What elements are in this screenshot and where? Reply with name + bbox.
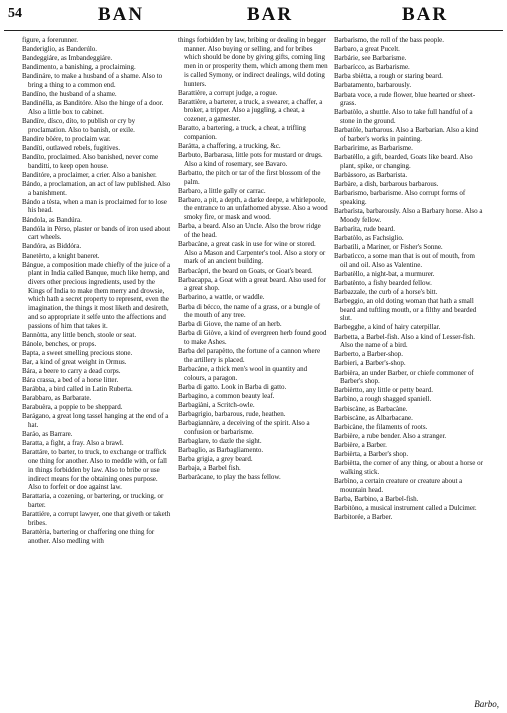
dictionary-entry: things forbidden by law, bribing or dealing in begger manner. Also buying or selling, and for bribes which should be done by giving gifts, coming ling men in or prosperity them, which among them men is called Symony, or indirect dealings, wild doting hunters.	[178, 36, 328, 88]
dictionary-entry: Bandíno, the husband of a shame.	[22, 90, 117, 99]
dictionary-entry: Barbatènto, a fishy bearded fellow.	[334, 278, 432, 287]
dictionary-entry: Barbeggio, an old doting woman that hath a small beard and tuftling mouth, or a filthy and bearded slut.	[334, 296, 477, 323]
dictionary-entry: Barbagino, a common beauty leaf.	[178, 391, 275, 400]
dictionary-entry: Banetèrto, a knight baneret.	[22, 251, 100, 260]
dictionary-entry: Bandíto, proclaimed. Also banished, never come banditti, to keep open house.	[22, 153, 159, 170]
dictionary-entry: Barbìno, a certain creature or creature about a mountain head.	[334, 476, 463, 494]
dictionary-entry: Barbatèllo, a night-bat, a murmurer.	[334, 269, 435, 278]
catchword: Barbo,	[474, 699, 499, 709]
dictionary-entry: Barbièra, an under Barber, or chiefe commoner of Barber's shop.	[334, 368, 474, 386]
dictionary-entry: Bandire böére, to proclaim war.	[22, 134, 111, 143]
dictionary-entry: Barbatèllo, a gift, bearded, Goats like beard. Also plant, spike, or changing.	[334, 153, 473, 170]
dictionary-entry: Barbarìta, rude beard.	[334, 224, 396, 233]
dictionary-entry: Baratta, a fight, a fray. Also a brawl.	[22, 439, 124, 448]
dictionary-entry: Barbarismo, barbarisme. Also corrupt forms of speaking.	[334, 189, 466, 206]
dictionary-entry: Barbière, a Barber.	[334, 440, 387, 449]
dictionary-entry: Bapta, a sweet smelling precious stone.	[22, 348, 133, 357]
dictionary-entry: Barbarícco, as Barbarisme.	[334, 63, 410, 72]
header-rule	[4, 30, 503, 31]
dictionary-entry: Barbicàne, the filaments of roots.	[334, 422, 428, 431]
dictionary-entry: Baratto, a bartering, a truck, a cheat, a trifling companion.	[178, 124, 306, 141]
dictionary-entry: Barba di gatto. Look in Barba di gatto.	[178, 382, 287, 391]
dictionary-entry: Barbatamento, barbarously.	[334, 81, 412, 90]
dictionary-entry: Barbiscàne, as Albarbacane.	[334, 413, 413, 422]
dictionary-entry: Barba del parapètto, the fortune of a cannon where the artillery is placed.	[178, 347, 321, 364]
dictionary-entry: Bandíti, outlawed rebels, fugitives.	[22, 143, 120, 152]
dictionary-entry: Barattiére, a corrupt lawyer, one that giveth or taketh bribes.	[22, 510, 171, 527]
dictionary-entry: Barbaglio, as Barbagliamento.	[178, 446, 264, 455]
dictionary-entry: Barba, Barbino, a Barbel-fish.	[334, 494, 419, 503]
dictionary-entry: Barábba, a bird called in Latin Ruberta.	[22, 385, 133, 394]
dictionary-entry: Barbìno, a rough shagged spaniell.	[334, 395, 432, 404]
dictionary-entry: Barattèria, bartering or chaffering one thing for another. Also medling with	[22, 527, 155, 545]
dictionary-entry: Banditóre, a proclaimer, a crier. Also a banisher.	[22, 170, 157, 179]
dictionary-entry: Barbatìcco, a some man that is out of mouth, from oil and oil. Also as Valentine.	[334, 251, 475, 269]
dictionary-entry: Barbiètta, the corner of any thing, or about a horse or walking stick.	[334, 459, 483, 476]
dictionary-entry: Bándo, a proclamation, an act of law published. Also a banishment.	[22, 179, 171, 197]
dictionary-entry: Barbaro, a pit, a depth, a darke deepe, a whirlepoole, the entrance to an unfathomed abysse. Also a wood smoky fire, or mask and wood.	[178, 195, 328, 222]
dictionary-entry: Barbárie, see Barbarisme.	[334, 54, 407, 63]
dictionary-entry: Bannòtta, any little bench, stoole or seat.	[22, 330, 137, 339]
dictionary-entry: Baráo, as Barrare.	[22, 430, 73, 439]
dictionary-entry: Bandinélla, as Banditóre. Also the hinge of a door. Also a little box to cabinet.	[22, 99, 164, 116]
dictionary-entry: Bánole, benches, or props.	[22, 339, 97, 348]
dictionary-entry: Barbaja, a Barbel fish.	[178, 464, 241, 473]
dictionary-entry: Bandeggiáre, as Imbandeggiáre.	[22, 54, 113, 63]
column-right	[334, 36, 484, 696]
dictionary-entry: Barbacappa, a Goat with a great beard. Also used for a great shop.	[178, 275, 326, 293]
dictionary-entry: Barbacàne, a thick men's wool in quantity and colours, a paragon.	[178, 365, 308, 382]
dictionary-entry: Barabuèra, a poppie to be sheppard.	[22, 403, 123, 412]
column-middle	[178, 36, 328, 696]
dictionary-entry: Bandináre, to make a husband of a shame. Also to bring a thing to a common end.	[22, 72, 163, 90]
dictionary-entry: Barbièrtto, any little or petty beard.	[334, 386, 433, 395]
dictionary-entry: Bándo a tèsta, when a man is proclaimed for to lose his head.	[22, 197, 167, 215]
dictionary-entry: Barbarìsta, barbarously. Also a Barbary horse. Also a Moody fellow.	[334, 206, 483, 224]
dictionary-entry: Barbatìli, a Mariner, or Fisher's Sonne.	[334, 242, 443, 251]
dictionary-entry: Barbàre, a dish, barbarous barbarous.	[334, 179, 439, 188]
dictionary-entry: Barbaro, a great Pucelt.	[334, 45, 400, 54]
dictionary-entry: Barátta, a chaffering, a trucking, &c.	[178, 142, 281, 150]
dictionary-entry: Barbacàpri, the beard on Goats, or Goat's beard.	[178, 266, 313, 275]
dictionary-entry: Bandóra, as Biddóra.	[22, 242, 82, 251]
dictionary-entry: Barbièrta, a Barber's shop.	[334, 450, 409, 459]
dictionary-entry: Banderiglio, as Banderúlo.	[22, 45, 98, 54]
dictionary-entry: Barbagiannàre, a deceiving of the spirit. Also a confusion or barbarisme.	[178, 419, 310, 436]
dictionary-entry: Barattière, a barterer, a truck, a swearer, a chaffer, a broker, a tripper. Also a juggling, a cheat, a cozener, a gamester.	[178, 97, 323, 124]
dictionary-entry: Bandimento, a banishing, a proclaiming.	[22, 63, 136, 72]
dictionary-entry: Barbiscàne, as Barbacàne.	[334, 404, 408, 413]
dictionary-entry: Barba di Giòve, a kind of evergreen herb found good to make Ashes.	[178, 329, 327, 347]
dictionary-entry: Bar, a kind of great weight in Ormus.	[22, 357, 127, 366]
dictionary-entry: Barberto, a Barber-shop.	[334, 350, 404, 359]
dictionary-entry: Barbarìsmo, the roll of the bass people.	[334, 36, 445, 44]
running-header-center: BAR	[247, 4, 294, 25]
dictionary-entry: Barbetta, a Barbel-fish. Also a kind of Lesser-fish. Also the name of a bird.	[334, 332, 475, 350]
dictionary-entry: Barágano, a great long tassel hanging at the end of a hat.	[22, 412, 169, 430]
dictionary-entry: Barbata voce, a rude flower, blue hearted or sheet-grass.	[334, 90, 476, 108]
dictionary-entry: Barbazzale, the curb of a horse's bitt.	[334, 287, 438, 296]
dictionary-entry: Barattáre, to barter, to truck, to exchange or traffick one thing for another. Also to meddle with, or fall in things forbidden by law. Also to bribe or use indirect means for the obtaining ones purpose. Also to forfeit or doe against law.	[22, 448, 168, 492]
dictionary-entry: Barbàssoro, as Barbarista.	[334, 170, 408, 179]
dictionary-entry: Barattaria, a cozening, or bartering, or trucking, or barter.	[22, 492, 164, 510]
running-header-left: BAN	[98, 4, 145, 25]
dictionary-entry: Barba, a beard. Also an Uncle. Also the brow ridge of the head.	[178, 222, 321, 239]
dictionary-entry: Barba grigia, a grey beard.	[178, 455, 253, 464]
column-left	[22, 36, 172, 696]
dictionary-entry: Barbaro, a little gally or carrac.	[178, 186, 266, 195]
dictionary-entry: Barbagrigio, barbarous, rude, heathen.	[178, 410, 286, 419]
dictionary-entry: Bángue, a composition made chiefly of the juice of a plant in India called Banque, much like hemp, and divers other precious ingredients, used by the Kings of India to make them merry and drowsie, which hath a secret property to represent, even the imagination, the things it most liketh and desireth, and so appropriate it selfe unto the affections and passions of him that takes it.	[22, 260, 171, 330]
page-number: 54	[8, 6, 22, 21]
dictionary-entry: Barba di Giove, the name of an herb.	[178, 320, 282, 329]
dictionary-entry: Bándola, as Bandúra.	[22, 215, 82, 224]
dictionary-entry: Barbitòno, a musical instrument called a Dulcimer.	[334, 503, 477, 512]
dictionary-entry: Barbarìrime, as Barbarisme.	[334, 143, 413, 152]
dictionary-entry: Barba di bécco, the name of a grass, or a bungle of the mouth of any tree.	[178, 302, 321, 320]
dictionary-entry: Barbieri, a Barber's-shop.	[334, 359, 406, 368]
dictionary-entry: Barabbaro, as Barbarate.	[22, 394, 92, 403]
dictionary-entry: Barbuto, Barbarasa, little pots for mustard or drugs. Also a kind of rosemary, see Bavaro.	[178, 151, 323, 168]
dictionary-entry: Barbagiàni, a Scritch-owle.	[178, 401, 255, 410]
dictionary-entry: Barbatòlo, a shuttle. Also to take full handful of a stone in the ground.	[334, 108, 473, 126]
dictionary-entry: Barbacàne, a great cask in use for wine or stored. Also a Mason and Carpenter's tool. Also a story or mark of an ancient building.	[178, 240, 326, 266]
dictionary-entry: figure, a forerunner.	[22, 36, 78, 44]
dictionary-entry: Barbitorée, a Barber.	[334, 512, 393, 521]
dictionary-entry: Barbegghe, a kind of hairy caterpillar.	[334, 323, 441, 332]
dictionary-entry: Bandóla in Pèrso, plaster or bands of iron used about cart wheels.	[22, 224, 171, 242]
dictionary-entry: Barbaglare, to dazle the sight.	[178, 437, 262, 446]
dictionary-entry: Barbatòlo, as Fachsiglio.	[334, 233, 404, 242]
dictionary-entry: Barbaràcane, to play the bass fellow.	[178, 473, 281, 482]
dictionary-entry: Barbarino, a wattle, or waddle.	[178, 293, 265, 302]
dictionary-entry: Barbière, a rube bender. Also a stranger.	[334, 431, 447, 440]
dictionary-entry: Bandíre, dísco, díto, to publish or cry by proclamation. Also to banish, or exile.	[22, 117, 136, 134]
dictionary-entry: Barbatto, the pitch or tar of the first blossom of the palm.	[178, 168, 321, 186]
dictionary-entry: Barattière, a corrupt judge, a rogue.	[178, 88, 278, 97]
dictionary-entry: Barba sbiètta, a rough or staring beard.	[334, 72, 443, 81]
dictionary-entry: Bára, a beere to carry a dead corps.	[22, 367, 121, 375]
dictionary-entry: Bára crassa, a bed of a horse litter.	[22, 376, 119, 385]
dictionary-entry: Barbatòle, barbarous. Also a Barbarian. Also a kind of barber's works in painting.	[334, 126, 479, 143]
running-header-right: BAR	[402, 4, 449, 25]
